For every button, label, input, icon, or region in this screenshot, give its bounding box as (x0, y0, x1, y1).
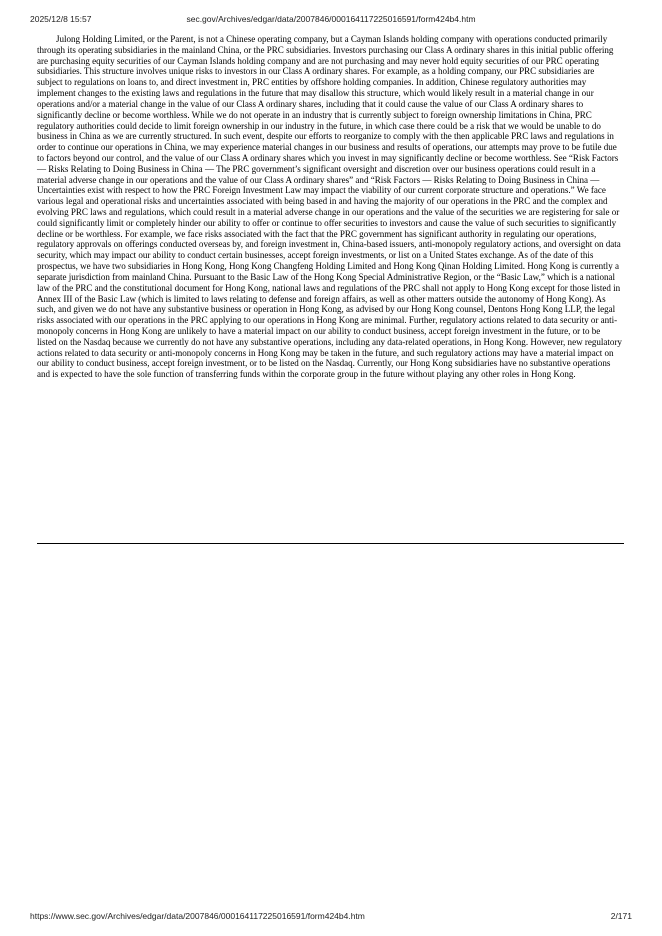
horizontal-rule (37, 543, 624, 544)
document-body (37, 34, 622, 380)
print-url: https://www.sec.gov/Archives/edgar/data/2007846/000164117225016591/form424b4.htm (30, 911, 365, 921)
print-footer (30, 911, 632, 925)
body-paragraph: Julong Holding Limited, or the Parent, is not a Chinese operating company, but a Cayman Islands holding company with operations conducted primarily through its operating subsidiaries in the mainland China, or the PRC subsidiaries. Investors purchasing our Class A ordinary shares in this initial public offering are purchasing equity securities of our Cayman Islands holding company and are not purchasing and may never hold equity securities of our PRC operating subsidiaries. This structure involves unique risks to investors in our Class A ordinary shares. For example, as a holding company, our PRC subsidiaries are subject to regulations on loans to, and direct investment in, PRC entities by offshore holding companies. In addition, Chinese regulatory authorities may implement changes to the existing laws and regulations in the future that may disallow this structure, which would likely result in a material change in our operations and/or a material change in the value of our Class A ordinary shares, including that it could cause the value of our Class A ordinary shares to significantly decline or become worthless. While we do not operate in an industry that is currently subject to foreign ownership limitations in China, PRC regulatory authorities could decide to limit foreign ownership in our industry in the future, in which case there could be a risk that we would be unable to do business in China as we are currently structured. In such event, despite our efforts to reorganize to comply with the then applicable PRC laws and regulations in order to continue our operations in China, we may experience material changes in our business and results of operations, our attempts may prove to be futile due to factors beyond our control, and the value of our Class A ordinary shares which you invest in may significantly decline or become worthless. See “Risk Factors — Risks Relating to Doing Business in China — The PRC government’s significant oversight and discretion over our business operations could result in a material adverse change in our operations and the value of our Class A ordinary shares” and “Risk Factors — Risks Relating to Doing Business in China — Uncertainties exist with respect to how the PRC Foreign Investment Law may impact the viability of our current corporate structure and operations.” We face various legal and operational risks and uncertainties associated with being based in and having the majority of our operations in the PRC and the complex and evolving PRC laws and regulations, which could result in a material adverse change in our operations and the value of the securities we are registering for sale or could significantly limit or completely hinder our ability to offer or continue to offer securities to investors and cause the value of such securities to significantly decline or be worthless. For example, we face risks associated with the fact that the PRC government has significant authority in regulating our operations, regulatory approvals on offerings conducted overseas by, and foreign investment in, China-based issuers, anti-monopoly regulatory actions, and oversight on data security, which may impact our ability to conduct certain businesses, accept foreign investments, or list on a United States exchange. As of the date of this prospectus, we have two subsidiaries in Hong Kong, Hong Kong Changfeng Holding Limited and Hong Kong Qinan Holding Limited. Hong Kong is currently a separate jurisdiction from mainland China. Pursuant to the Basic Law of the Hong Kong Special Administrative Region, or the “Basic Law,” which is a national law of the PRC and the constitutional document for Hong Kong, national laws and regulations of the PRC shall not apply to Hong Kong except for those listed in Annex III of the Basic Law (which is limited to laws relating to defense and foreign affairs, as well as other matters outside the autonomy of Hong Kong). As such, and given we do not have any substantive business or operation in Hong Kong, as advised by our Hong Kong counsel, Dentons Hong Kong LLP, the legal risks associated with our operations in the PRC applying to our operations in Hong Kong are minimal. Further, regulatory actions related to data security or anti-monopoly concerns in Hong Kong are unlikely to have a material impact on our ability to conduct business, accept foreign investment in the future, or to be listed on the Nasdaq because we currently do not have any substantive operations, including any data-related operations, in Hong Kong. However, new regulatory actions related to data security or anti-monopoly concerns in Hong Kong may be taken in the future, and such regulatory actions may have a material impact on our ability to conduct business, accept foreign investment, or to be listed on the Nasdaq. Currently, our Hong Kong subsidiaries have no substantive operations and is expected to have the sole function of transferring funds within the corporate group in the future without playing any other roles in Hong Kong. (37, 34, 622, 380)
print-header (30, 14, 632, 28)
print-page-title: sec.gov/Archives/edgar/data/2007846/000164117225016591/form424b4.htm (186, 14, 476, 24)
page-number: 2/171 (610, 911, 632, 921)
print-datetime: 2025/12/8 15:57 (30, 14, 92, 24)
